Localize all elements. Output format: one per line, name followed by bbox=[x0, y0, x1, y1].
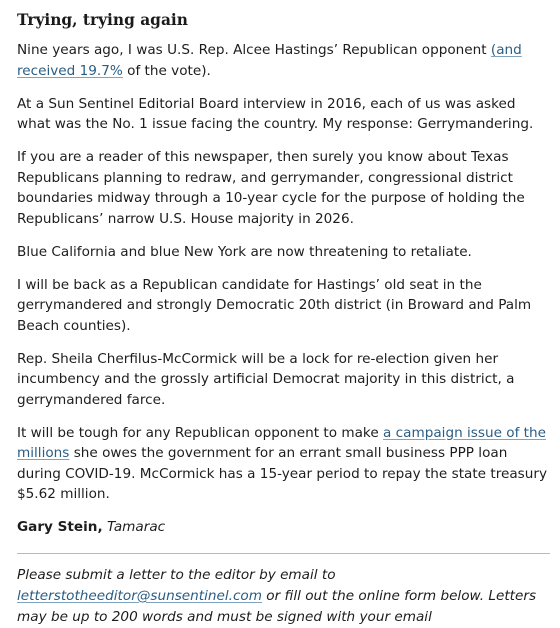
paragraph-2: At a Sun Sentinel Editorial Board interview in 2016, each of us was asked what was the No. 1 issue facing the country. My response: Gerrymandering. bbox=[17, 95, 534, 132]
author-name: Gary Stein, bbox=[17, 519, 103, 535]
letter-heading: Trying, trying again bbox=[17, 11, 188, 29]
paragraph-4: Blue California and blue New York are now threatening to retaliate. bbox=[17, 243, 472, 260]
campaign-issue-link[interactable]: a campaign issue of the millions bbox=[17, 424, 546, 461]
author-city: Tamarac bbox=[106, 519, 166, 535]
paragraph-5: I will be back as a Republican candidate for Hastings’ old seat in the gerrymandered and strongly Democratic 20th district (in Broward and Palm Beach counties). bbox=[17, 276, 532, 334]
section-divider bbox=[17, 553, 550, 554]
paragraph-1-tail: of the vote). bbox=[122, 62, 211, 79]
submission-note bbox=[17, 565, 550, 628]
paragraph-7-tail: she owes the government for an errant small business PPP loan during COVID-19. McCormick has a 15-year period to repay the state treasury $5.62 million. bbox=[17, 445, 548, 502]
submission-note-text: Please submit a letter to the editor by email to bbox=[17, 566, 336, 583]
submission-note-tail: or fill out the online form below. Letters may be up to 200 words and must be signed with your email bbox=[17, 587, 537, 625]
paragraph-7-text: It will be tough for any Republican opponent to make bbox=[17, 424, 384, 441]
signature bbox=[17, 517, 550, 538]
paragraph-1 bbox=[17, 40, 550, 81]
paragraph-1-text: Nine years ago, I was U.S. Rep. Alcee Hastings’ Republican opponent bbox=[17, 42, 491, 58]
paragraph-7 bbox=[17, 423, 550, 505]
paragraph-3: If you are a reader of this newspaper, then surely you know about Texas Republicans planning to redraw, and gerrymander, congressional district boundaries midway through a 10-year cycle for the purpose of holding the Republicans’ narrow U.S. House majority in 2026. bbox=[17, 149, 525, 227]
vote-share-link[interactable]: (and received 19.7% bbox=[17, 42, 522, 79]
editor-email-link[interactable]: letterstotheeditor@sunsentinel.com bbox=[17, 587, 262, 604]
paragraph-6: Rep. Sheila Cherfilus-McCormick will be a lock for re-election given her incumbency and the grossly artificial Democrat majority in this district, a gerrymandered farce. bbox=[17, 350, 515, 408]
